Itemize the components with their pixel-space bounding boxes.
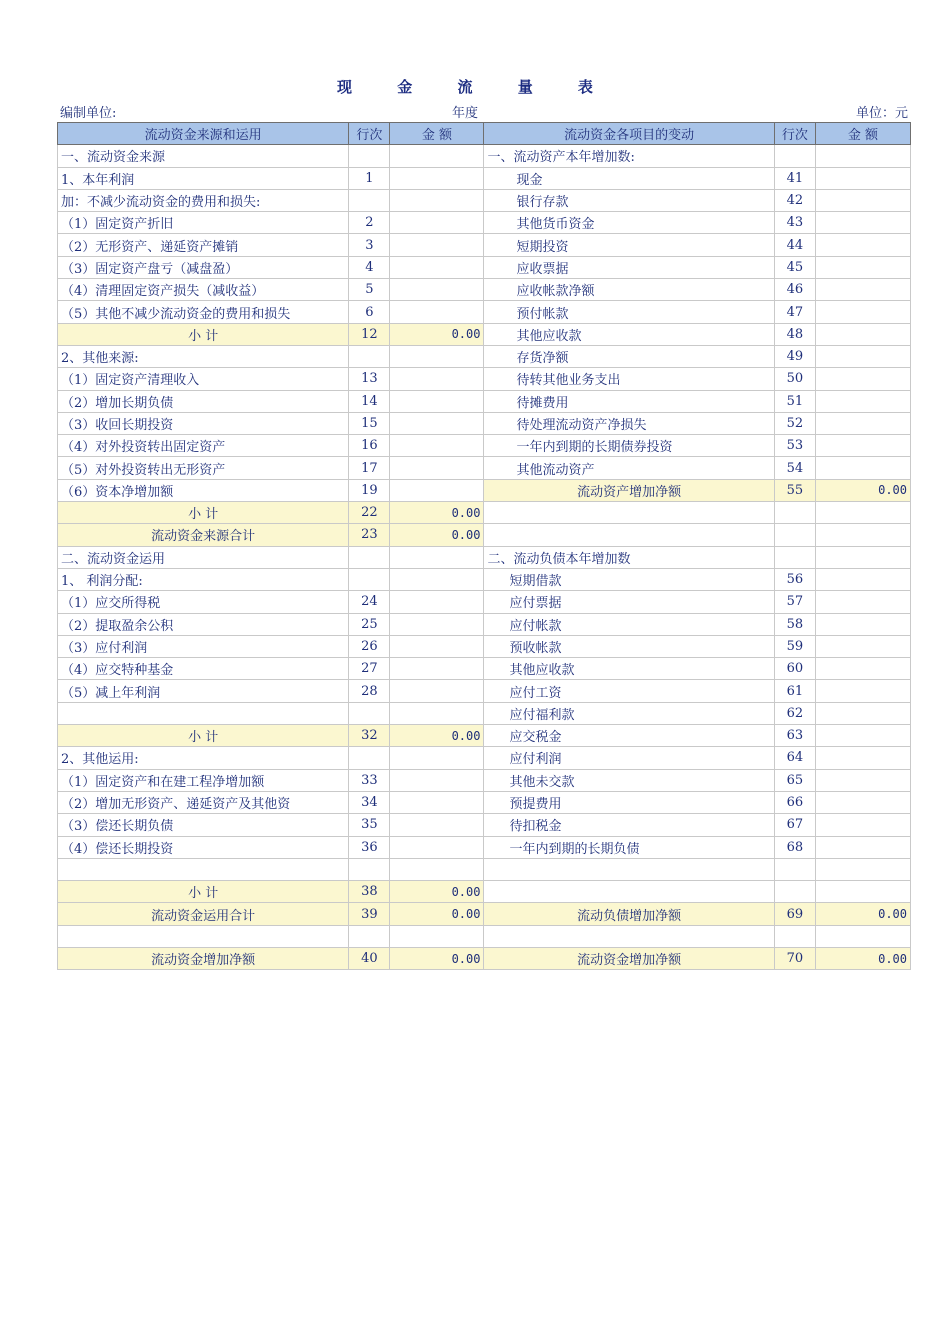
left-item-cell: 一、流动资金来源 xyxy=(58,145,349,167)
prepared-by-label: 编制单位: xyxy=(60,106,117,121)
right-amount-cell xyxy=(815,658,910,680)
left-amount-cell xyxy=(390,145,484,167)
right-amount-cell xyxy=(815,725,910,747)
right-amount-cell xyxy=(815,345,910,367)
left-item-cell: （2）提取盈余公积 xyxy=(58,613,349,635)
left-item-cell: （5）减上年利润 xyxy=(58,680,349,702)
left-amount-cell xyxy=(390,568,484,590)
right-amount-cell xyxy=(815,390,910,412)
right-amount-cell xyxy=(815,301,910,323)
year-label: 年度 xyxy=(452,106,479,121)
right-item-cell: 其他货币资金 xyxy=(484,212,774,234)
right-line-cell: 45 xyxy=(774,256,815,278)
table-row xyxy=(58,546,911,568)
left-line-cell xyxy=(349,925,390,947)
right-amount-cell xyxy=(815,368,910,390)
right-item-cell: 应收帐款净额 xyxy=(484,279,774,301)
right-line-cell xyxy=(774,925,815,947)
right-item-cell: 短期投资 xyxy=(484,234,774,256)
right-item-cell: 待处理流动资产净损失 xyxy=(484,412,774,434)
right-line-cell: 68 xyxy=(774,836,815,858)
left-line-cell: 3 xyxy=(349,234,390,256)
left-item-cell: 2、其他来源: xyxy=(58,345,349,367)
left-line-cell: 22 xyxy=(349,502,390,524)
left-amount-cell xyxy=(390,345,484,367)
left-amount-cell xyxy=(390,591,484,613)
left-amount-cell xyxy=(390,368,484,390)
right-line-cell: 66 xyxy=(774,791,815,813)
left-line-cell: 40 xyxy=(349,947,390,969)
right-line-cell: 51 xyxy=(774,390,815,412)
left-line-cell xyxy=(349,747,390,769)
right-amount-cell xyxy=(815,747,910,769)
left-amount-cell xyxy=(390,635,484,657)
table-row xyxy=(58,613,911,635)
right-amount-cell xyxy=(815,680,910,702)
right-amount-cell xyxy=(815,145,910,167)
right-amount-cell xyxy=(815,212,910,234)
right-amount-cell xyxy=(815,635,910,657)
table-row xyxy=(58,524,911,546)
left-line-cell xyxy=(349,546,390,568)
right-item-cell: 流动负债增加净额 xyxy=(484,903,774,925)
right-amount-cell xyxy=(815,791,910,813)
left-item-cell: 2、其他运用: xyxy=(58,747,349,769)
left-line-cell: 5 xyxy=(349,279,390,301)
left-amount-cell xyxy=(390,613,484,635)
right-amount-cell xyxy=(815,279,910,301)
left-amount-cell xyxy=(390,279,484,301)
table-row xyxy=(58,457,911,479)
right-item-cell: 存货净额 xyxy=(484,345,774,367)
table-row xyxy=(58,635,911,657)
left-amount-cell: 0.00 xyxy=(390,502,484,524)
right-amount-cell xyxy=(815,613,910,635)
right-amount-cell xyxy=(815,189,910,211)
header-row xyxy=(58,123,911,145)
table-row xyxy=(58,390,911,412)
left-line-cell: 13 xyxy=(349,368,390,390)
left-item-cell: （1）固定资产和在建工程净增加额 xyxy=(58,769,349,791)
left-amount-cell xyxy=(390,769,484,791)
left-amount-cell xyxy=(390,212,484,234)
table-row xyxy=(58,925,911,947)
right-line-cell xyxy=(774,524,815,546)
right-item-cell: 银行存款 xyxy=(484,189,774,211)
right-line-cell: 61 xyxy=(774,680,815,702)
right-line-cell: 50 xyxy=(774,368,815,390)
left-line-cell: 19 xyxy=(349,479,390,501)
right-item-cell: 其他未交款 xyxy=(484,769,774,791)
right-item-cell: 待转其他业务支出 xyxy=(484,368,774,390)
right-item-cell: 其他应收款 xyxy=(484,658,774,680)
left-amount-cell: 0.00 xyxy=(390,725,484,747)
table-row xyxy=(58,680,911,702)
right-amount-cell xyxy=(815,457,910,479)
table-row xyxy=(58,301,911,323)
right-line-cell: 60 xyxy=(774,658,815,680)
right-amount-cell xyxy=(815,591,910,613)
right-line-cell xyxy=(774,502,815,524)
right-line-cell xyxy=(774,881,815,903)
left-amount-cell xyxy=(390,546,484,568)
left-line-cell xyxy=(349,568,390,590)
table-row xyxy=(58,256,911,278)
left-item-cell: 小 计 xyxy=(58,725,349,747)
left-item-cell: 流动资金运用合计 xyxy=(58,903,349,925)
left-amount-cell xyxy=(390,836,484,858)
left-line-cell: 4 xyxy=(349,256,390,278)
left-line-cell xyxy=(349,858,390,880)
right-line-cell: 56 xyxy=(774,568,815,590)
right-line-cell: 58 xyxy=(774,613,815,635)
right-amount-cell xyxy=(815,234,910,256)
right-item-cell: 应付帐款 xyxy=(484,613,774,635)
left-line-cell: 28 xyxy=(349,680,390,702)
right-line-cell: 70 xyxy=(774,947,815,969)
right-item-cell xyxy=(484,502,774,524)
table-row xyxy=(58,479,911,501)
right-line-cell: 42 xyxy=(774,189,815,211)
left-item-cell: （5）其他不减少流动资金的费用和损失 xyxy=(58,301,349,323)
table-row xyxy=(58,814,911,836)
table-row xyxy=(58,279,911,301)
left-amount-cell xyxy=(390,167,484,189)
table-row xyxy=(58,145,911,167)
right-item-cell: 其他应收款 xyxy=(484,323,774,345)
left-item-cell: （3）偿还长期负债 xyxy=(58,814,349,836)
right-item-cell xyxy=(484,881,774,903)
header-right-line: 行次 xyxy=(774,123,815,145)
right-line-cell: 57 xyxy=(774,591,815,613)
left-item-cell: （2）增加无形资产、递延资产及其他资 xyxy=(58,791,349,813)
right-item-cell: 预提费用 xyxy=(484,791,774,813)
table-row xyxy=(58,858,911,880)
left-amount-cell xyxy=(390,234,484,256)
right-line-cell: 69 xyxy=(774,903,815,925)
left-item-cell xyxy=(58,858,349,880)
header-left-amount: 金 额 xyxy=(390,123,484,145)
left-amount-cell xyxy=(390,747,484,769)
left-item-cell: （4）偿还长期投资 xyxy=(58,836,349,858)
left-amount-cell: 0.00 xyxy=(390,524,484,546)
right-item-cell: 短期借款 xyxy=(484,568,774,590)
left-line-cell: 2 xyxy=(349,212,390,234)
table-row xyxy=(58,702,911,724)
table-row xyxy=(58,502,911,524)
right-item-cell: 其他流动资产 xyxy=(484,457,774,479)
left-line-cell: 26 xyxy=(349,635,390,657)
left-amount-cell xyxy=(390,680,484,702)
left-item-cell: （4）应交特种基金 xyxy=(58,658,349,680)
left-line-cell xyxy=(349,145,390,167)
table-row xyxy=(58,836,911,858)
right-line-cell: 64 xyxy=(774,747,815,769)
right-amount-cell xyxy=(815,925,910,947)
right-line-cell: 46 xyxy=(774,279,815,301)
table-row xyxy=(58,167,911,189)
table-row xyxy=(58,435,911,457)
right-amount-cell xyxy=(815,167,910,189)
right-item-cell: 现金 xyxy=(484,167,774,189)
right-amount-cell xyxy=(815,858,910,880)
table-row xyxy=(58,791,911,813)
left-item-cell: （1）应交所得税 xyxy=(58,591,349,613)
left-amount-cell: 0.00 xyxy=(390,323,484,345)
table-row xyxy=(58,412,911,434)
right-line-cell: 54 xyxy=(774,457,815,479)
right-item-cell: 待摊费用 xyxy=(484,390,774,412)
left-item-cell: （3）应付利润 xyxy=(58,635,349,657)
right-line-cell: 41 xyxy=(774,167,815,189)
left-line-cell: 14 xyxy=(349,390,390,412)
right-item-cell: 应交税金 xyxy=(484,725,774,747)
right-item-cell xyxy=(484,524,774,546)
left-item-cell: （2）增加长期负债 xyxy=(58,390,349,412)
right-line-cell: 53 xyxy=(774,435,815,457)
right-line-cell: 49 xyxy=(774,345,815,367)
left-item-cell: （6）资本净增加额 xyxy=(58,479,349,501)
right-amount-cell xyxy=(815,814,910,836)
left-line-cell: 23 xyxy=(349,524,390,546)
left-line-cell: 36 xyxy=(349,836,390,858)
header-left-line: 行次 xyxy=(349,123,390,145)
header-right-item: 流动资金各项目的变动 xyxy=(484,123,774,145)
table-row xyxy=(58,591,911,613)
left-amount-cell xyxy=(390,435,484,457)
right-amount-cell xyxy=(815,323,910,345)
report-title: 现 金 流 量 表 xyxy=(337,78,613,96)
right-amount-cell xyxy=(815,256,910,278)
left-line-cell: 33 xyxy=(349,769,390,791)
left-line-cell: 24 xyxy=(349,591,390,613)
left-amount-cell xyxy=(390,791,484,813)
left-amount-cell xyxy=(390,189,484,211)
table-row xyxy=(58,368,911,390)
right-item-cell: 流动资产增加净额 xyxy=(484,479,774,501)
right-line-cell: 47 xyxy=(774,301,815,323)
left-line-cell: 1 xyxy=(349,167,390,189)
left-item-cell: 流动资金来源合计 xyxy=(58,524,349,546)
right-amount-cell xyxy=(815,502,910,524)
right-item-cell: 流动资金增加净额 xyxy=(484,947,774,969)
left-item-cell: 小 计 xyxy=(58,323,349,345)
right-item-cell: 预付帐款 xyxy=(484,301,774,323)
table-row xyxy=(58,725,911,747)
right-item-cell: 应付福利款 xyxy=(484,702,774,724)
table-row xyxy=(58,947,911,969)
left-amount-cell xyxy=(390,412,484,434)
left-item-cell: （2）无形资产、递延资产摊销 xyxy=(58,234,349,256)
right-amount-cell: 0.00 xyxy=(815,947,910,969)
right-line-cell: 43 xyxy=(774,212,815,234)
left-line-cell: 12 xyxy=(349,323,390,345)
left-item-cell: 小 计 xyxy=(58,502,349,524)
right-line-cell: 52 xyxy=(774,412,815,434)
left-amount-cell xyxy=(390,457,484,479)
right-item-cell: 一、流动资产本年增加数: xyxy=(484,145,774,167)
left-line-cell: 32 xyxy=(349,725,390,747)
right-line-cell: 48 xyxy=(774,323,815,345)
left-line-cell xyxy=(349,345,390,367)
right-amount-cell xyxy=(815,836,910,858)
right-line-cell: 62 xyxy=(774,702,815,724)
right-item-cell xyxy=(484,925,774,947)
right-item-cell: 预收帐款 xyxy=(484,635,774,657)
left-amount-cell: 0.00 xyxy=(390,881,484,903)
left-amount-cell xyxy=(390,658,484,680)
right-item-cell: 应收票据 xyxy=(484,256,774,278)
left-item-cell: 1、本年利润 xyxy=(58,167,349,189)
left-item-cell: （4）对外投资转出固定资产 xyxy=(58,435,349,457)
right-line-cell: 63 xyxy=(774,725,815,747)
left-amount-cell xyxy=(390,702,484,724)
right-item-cell: 一年内到期的长期负债 xyxy=(484,836,774,858)
left-line-cell xyxy=(349,189,390,211)
table-row xyxy=(58,345,911,367)
right-item-cell: 一年内到期的长期债券投资 xyxy=(484,435,774,457)
left-item-cell: （3）固定资产盘亏（减盘盈） xyxy=(58,256,349,278)
right-item-cell xyxy=(484,858,774,880)
left-line-cell: 17 xyxy=(349,457,390,479)
left-amount-cell xyxy=(390,814,484,836)
currency-unit-label: 单位：元 xyxy=(855,106,908,121)
right-amount-cell: 0.00 xyxy=(815,903,910,925)
table-row xyxy=(58,881,911,903)
left-item-cell: 流动资金增加净额 xyxy=(58,947,349,969)
left-amount-cell xyxy=(390,479,484,501)
table-row xyxy=(58,903,911,925)
left-item-cell: 二、流动资金运用 xyxy=(58,546,349,568)
right-line-cell: 44 xyxy=(774,234,815,256)
table-row xyxy=(58,658,911,680)
left-line-cell xyxy=(349,702,390,724)
cash-flow-table xyxy=(57,122,911,970)
right-amount-cell: 0.00 xyxy=(815,479,910,501)
right-amount-cell xyxy=(815,546,910,568)
left-line-cell: 39 xyxy=(349,903,390,925)
left-amount-cell xyxy=(390,301,484,323)
left-item-cell: 小 计 xyxy=(58,881,349,903)
right-item-cell: 应付票据 xyxy=(484,591,774,613)
left-item-cell: （1）固定资产清理收入 xyxy=(58,368,349,390)
left-amount-cell: 0.00 xyxy=(390,903,484,925)
right-amount-cell xyxy=(815,702,910,724)
table-row xyxy=(58,769,911,791)
right-item-cell: 应付工资 xyxy=(484,680,774,702)
table-row xyxy=(58,568,911,590)
table-row xyxy=(58,234,911,256)
left-line-cell: 15 xyxy=(349,412,390,434)
left-item-cell: 加：不减少流动资金的费用和损失: xyxy=(58,189,349,211)
header-right-amount: 金 额 xyxy=(815,123,910,145)
left-amount-cell xyxy=(390,858,484,880)
left-item-cell xyxy=(58,925,349,947)
right-amount-cell xyxy=(815,412,910,434)
right-line-cell xyxy=(774,145,815,167)
right-amount-cell xyxy=(815,769,910,791)
right-item-cell: 应付利润 xyxy=(484,747,774,769)
right-line-cell: 59 xyxy=(774,635,815,657)
left-item-cell: （3）收回长期投资 xyxy=(58,412,349,434)
table-row xyxy=(58,747,911,769)
right-line-cell: 67 xyxy=(774,814,815,836)
table-row xyxy=(58,323,911,345)
left-line-cell: 34 xyxy=(349,791,390,813)
left-item-cell: 1、 利润分配: xyxy=(58,568,349,590)
left-item-cell xyxy=(58,702,349,724)
right-item-cell: 待扣税金 xyxy=(484,814,774,836)
left-line-cell: 25 xyxy=(349,613,390,635)
right-line-cell xyxy=(774,858,815,880)
right-amount-cell xyxy=(815,881,910,903)
left-line-cell: 35 xyxy=(349,814,390,836)
right-amount-cell xyxy=(815,435,910,457)
table-row xyxy=(58,189,911,211)
header-left-item: 流动资金来源和运用 xyxy=(58,123,349,145)
right-amount-cell xyxy=(815,568,910,590)
left-line-cell: 38 xyxy=(349,881,390,903)
right-line-cell: 65 xyxy=(774,769,815,791)
left-amount-cell xyxy=(390,256,484,278)
left-item-cell: （5）对外投资转出无形资产 xyxy=(58,457,349,479)
right-amount-cell xyxy=(815,524,910,546)
left-amount-cell: 0.00 xyxy=(390,947,484,969)
left-item-cell: （1）固定资产折旧 xyxy=(58,212,349,234)
left-line-cell: 6 xyxy=(349,301,390,323)
left-amount-cell xyxy=(390,390,484,412)
left-line-cell: 27 xyxy=(349,658,390,680)
right-line-cell xyxy=(774,546,815,568)
left-line-cell: 16 xyxy=(349,435,390,457)
left-item-cell: （4）清理固定资产损失（减收益） xyxy=(58,279,349,301)
table-row xyxy=(58,212,911,234)
right-line-cell: 55 xyxy=(774,479,815,501)
left-amount-cell xyxy=(390,925,484,947)
right-item-cell: 二、流动负债本年增加数 xyxy=(484,546,774,568)
